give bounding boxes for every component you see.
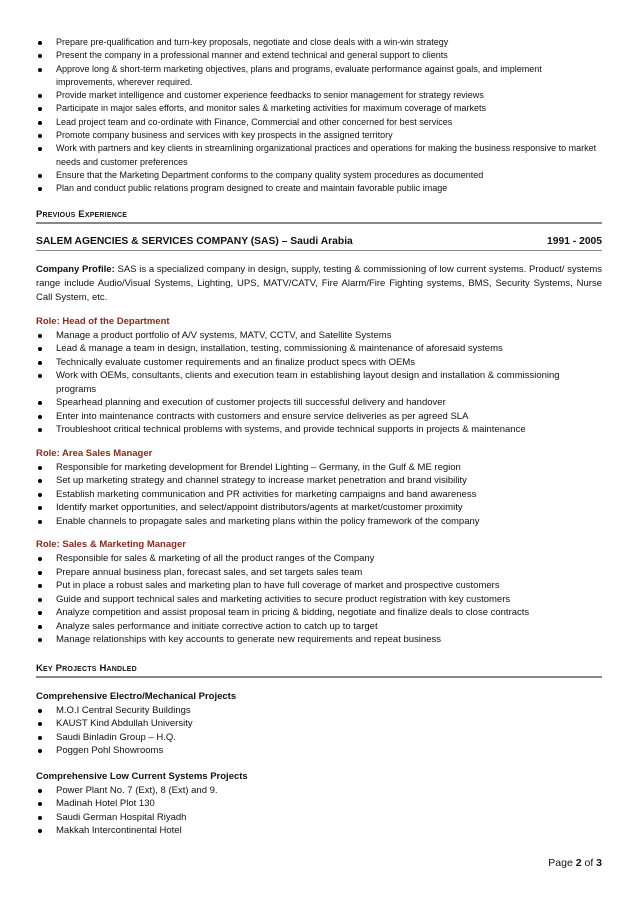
roles-container (36, 315, 602, 647)
company-profile-text: SAS is a specialized company in design, supply, testing & commissioning of low current systems. Product/ systems range include Audio/Visual Systems, Lighting, UPS, MATV/CATV, Fire Alarm/Fire Fighting systems, BMS, Security Systems, Nurse Call System, etc. (36, 263, 602, 303)
list-item: Enable channels to propagate sales and marketing plans within the policy framework of the company (36, 515, 602, 529)
list-item: Manage a product portfolio of A/V systems, MATV, CCTV, and Satellite Systems (36, 329, 602, 343)
list-item: Makkah Intercontinental Hotel (36, 824, 602, 838)
role-title: Role: Head of the Department (36, 315, 170, 327)
previous-experience-heading: Previous Experience (36, 209, 602, 224)
list-item: Saudi German Hospital Riyadh (36, 811, 602, 825)
list-item: Lead project team and co-ordinate with Finance, Commercial and other concerned for best services (36, 116, 602, 129)
list-item: Guide and support technical sales and marketing activities to secure product registration with key customers (36, 593, 602, 607)
list-item: Enter into maintenance contracts with customers and ensure service deliveries as per agreed SLA (36, 410, 602, 424)
company-name: SALEM AGENCIES & SERVICES COMPANY (SAS) – Saudi Arabia (36, 235, 353, 247)
list-item: Put in place a robust sales and marketing plan to have full coverage of market and prospective customers (36, 579, 602, 593)
company-profile-label: Company Profile: (36, 263, 115, 275)
page-number (548, 857, 602, 869)
role-bullets (36, 552, 602, 647)
list-item: Work with partners and key clients in streamlining organizational practices and operations for making the business responsive to market needs and customer preferences (36, 142, 602, 169)
list-item: Responsible for sales & marketing of all the product ranges of the Company (36, 552, 602, 566)
project-list (36, 704, 602, 758)
list-item: Lead & manage a team in design, installation, testing, commissioning & maintenance of aforesaid systems (36, 342, 602, 356)
page-of-label: of (581, 857, 597, 869)
list-item: Troubleshoot critical technical problems with systems, and provide technical supports in projects & maintenance (36, 423, 602, 437)
list-item: Manage relationships with key accounts to generate new requirements and repeat business (36, 633, 602, 647)
role-bullets (36, 329, 602, 437)
list-item: Prepare pre-qualification and turn-key proposals, negotiate and close deals with a win-win strategy (36, 36, 602, 49)
list-item: Work with OEMs, consultants, clients and execution team in establishing layout design and installation & commissioning programs (36, 369, 602, 396)
list-item: Present the company in a professional manner and extend technical and general support to clients (36, 49, 602, 62)
list-item: Identify market opportunities, and select/appoint distributors/agents at market/customer proximity (36, 501, 602, 515)
role-title: Role: Sales & Marketing Manager (36, 539, 186, 551)
role-title: Role: Area Sales Manager (36, 447, 153, 459)
list-item: Responsible for marketing development for Brendel Lighting – Germany, in the Gulf & ME region (36, 461, 602, 475)
list-item: Participate in major sales efforts, and monitor sales & marketing activities for maximum coverage of markets (36, 102, 602, 115)
list-item: Establish marketing communication and PR activities for marketing campaigns and band awareness (36, 488, 602, 502)
role-bullets (36, 461, 602, 529)
list-item: M.O.I Central Security Buildings (36, 704, 602, 718)
list-item: Analyze sales performance and initiate corrective action to catch up to target (36, 620, 602, 634)
project-category-title: Comprehensive Low Current Systems Projects (36, 770, 248, 782)
list-item: Prepare annual business plan, forecast sales, and set targets sales team (36, 566, 602, 580)
projects-container (36, 690, 602, 838)
page-total: 3 (596, 857, 602, 869)
company-profile (36, 263, 602, 305)
responsibilities-list (36, 36, 602, 196)
list-item: Spearhead planning and execution of customer projects till successful delivery and handover (36, 396, 602, 410)
list-item: Technically evaluate customer requirements and an finalize product specs with OEMs (36, 356, 602, 370)
list-item: Promote company business and services with key prospects in the assigned territory (36, 129, 602, 142)
list-item: Saudi Binladin Group – H.Q. (36, 731, 602, 745)
project-category-title: Comprehensive Electro/Mechanical Projects (36, 690, 237, 702)
page-current: 2 (575, 857, 582, 869)
list-item: Madinah Hotel Plot 130 (36, 797, 602, 811)
project-list (36, 784, 602, 838)
page-label: Page (548, 857, 576, 869)
resume-page (36, 36, 602, 838)
employment-years: 1991 - 2005 (547, 235, 602, 247)
list-item: Poggen Pohl Showrooms (36, 744, 602, 758)
list-item: Power Plant No. 7 (Ext), 8 (Ext) and 9. (36, 784, 602, 798)
key-projects-heading: Key Projects Handled (36, 663, 602, 678)
list-item: Provide market intelligence and customer experience feedbacks to senior management for strategy reviews (36, 89, 602, 102)
list-item: Plan and conduct public relations program designed to create and maintain favorable public image (36, 182, 602, 195)
list-item: Approve long & short-term marketing objectives, plans and programs, evaluate performance against goals, and implement improvements, wherever required. (36, 63, 602, 90)
company-header (36, 236, 602, 251)
list-item: KAUST Kind Abdullah University (36, 717, 602, 731)
list-item: Set up marketing strategy and channel strategy to increase market penetration and brand visibility (36, 474, 602, 488)
list-item: Analyze competition and assist proposal team in pricing & bidding, negotiate and finalize deals to close contracts (36, 606, 602, 620)
list-item: Ensure that the Marketing Department conforms to the company quality system procedures as documented (36, 169, 602, 182)
